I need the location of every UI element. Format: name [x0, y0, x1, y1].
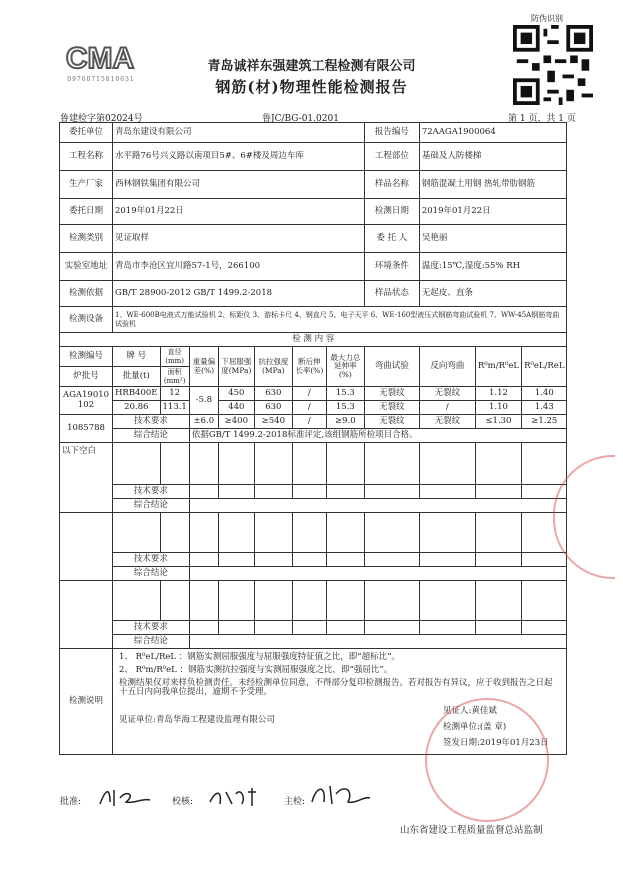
approve-label: 批准: — [60, 797, 82, 807]
part-label: 工程部位 — [364, 143, 419, 171]
test-date-value: 2019年01月22日 — [419, 199, 567, 225]
basis-label: 检测依据 — [60, 281, 113, 307]
req-label-blank2: 技术要求 — [113, 553, 190, 567]
env-value: 温度:15℃,湿度:55% RH — [419, 253, 567, 281]
report-no-label: 报告编号 — [364, 123, 419, 143]
req-r1: ≤1.30 — [475, 415, 521, 429]
row2-yield: 440 — [218, 401, 254, 415]
conclusion-label-blank1: 综合结论 — [113, 499, 190, 513]
row2-elong: / — [292, 401, 326, 415]
client-label: 委托单位 — [60, 123, 113, 143]
lab-addr-value: 青岛市李沧区宜川路57-1号，266100 — [113, 253, 365, 281]
h-rebend: 反向弯曲 — [419, 347, 475, 387]
conclusion-value: 依据GB/T 1499.2-2018标准评定,该组钢筋所检项目合格。 — [189, 429, 567, 443]
state-label: 样品状态 — [364, 281, 419, 307]
part-value: 基础及人防楼梯 — [419, 143, 567, 171]
row1-elong: / — [292, 387, 326, 401]
qr-code-icon[interactable] — [513, 25, 593, 105]
maker-label: 生产厂家 — [60, 171, 113, 199]
h-grade: 牌 号 — [113, 347, 161, 367]
type-value: 见证取样 — [113, 225, 365, 253]
req-yield: ≥400 — [218, 415, 254, 429]
row2-total: 15.3 — [326, 401, 364, 415]
sample-no: AGA19010102 — [60, 387, 113, 415]
cma-number: 09760715810631 — [67, 76, 135, 83]
row2-r1: 1.10 — [475, 401, 521, 415]
entrust-person-value: 吴艳丽 — [419, 225, 567, 253]
sample-value: 钢筋混凝土用钢 热轧带肋钢筋 — [419, 171, 567, 199]
project-value: 水平路76号兴义路以南项目5#、6#楼及周边车库 — [113, 143, 365, 171]
state-value: 无起皮、直条 — [419, 281, 567, 307]
equip-value: 1、WE-600B电液式万能试验机 2、标距仪 3、游标卡尺 4、钢直尺 5、电子天平 6、WE-160型液压式钢筋弯曲试验机 7、WW-45A钢筋弯曲试验机 — [113, 307, 567, 333]
report-no-value: 72AAGA1900064 — [419, 123, 567, 143]
org-name: 青岛诚祥东强建筑工程检测有限公司 — [207, 59, 416, 74]
row2-rebend: / — [419, 401, 475, 415]
test-signature — [308, 780, 374, 810]
weight: -5.8 — [189, 387, 218, 415]
row1-total: 15.3 — [326, 387, 364, 401]
note-line1: 1、 R⁰eL/ReL ：钢筋实测屈服强度与屈服强度特征值之比，即“超标比”。 — [119, 652, 400, 662]
row1-rebend: 无裂纹 — [419, 387, 475, 401]
h-bend: 弯曲试验 — [364, 347, 419, 387]
h-sample-no: 检测编号 — [60, 347, 113, 367]
req-tensile: ≥540 — [254, 415, 292, 429]
blank-note: 以下空白 — [60, 443, 113, 513]
report-title: 钢筋(材)物理性能检测报告 — [215, 78, 408, 96]
area: 113.1 — [160, 401, 189, 415]
row1-r2: 1.40 — [522, 387, 567, 401]
h-total: 最大力总延伸率(%) — [326, 347, 364, 387]
lab-addr-label: 实验室地址 — [60, 253, 113, 281]
page-info: 第 1 页，共 1 页 — [508, 114, 576, 124]
h-area: 面积(mm²) — [160, 367, 189, 387]
test-unit: 检测单位:(盖 章) — [443, 722, 507, 732]
req-r2: ≥1.25 — [522, 415, 567, 429]
conclusion-label-blank3: 综合结论 — [113, 635, 190, 649]
maker-value: 西林钢铁集团有限公司 — [113, 171, 365, 199]
h-furnace: 炉批号 — [60, 367, 113, 387]
official-stamp — [425, 698, 549, 822]
req-bend: 无裂纹 — [364, 415, 419, 429]
h-batch: 批量(t) — [113, 367, 161, 387]
h-elong: 断后伸长率(%) — [292, 347, 326, 387]
req-weight: ±6.0 — [189, 415, 218, 429]
req-label: 技术要求 — [113, 415, 190, 429]
grade: HRB400E — [113, 387, 161, 401]
row2-r2: 1.43 — [522, 401, 567, 415]
client-value: 青岛东建设有限公司 — [113, 123, 365, 143]
req-elong: / — [292, 415, 326, 429]
h-ratio1: R⁰m/R⁰eL — [475, 347, 521, 387]
conclusion-label: 综合结论 — [113, 429, 190, 443]
req-label-blank3: 技术要求 — [113, 621, 190, 635]
req-rebend: 无裂纹 — [419, 415, 475, 429]
h-weight: 重量偏差(%) — [189, 347, 218, 387]
row1-yield: 450 — [218, 387, 254, 401]
note-line3: 检测结果仅对来样负检测责任。未经检测单位同意，不得部分复印检测报告。若对报告有异议，应于收到报告之日起十五日内向我单位提出，逾期不予受理。 — [119, 677, 553, 698]
sample-label: 样品名称 — [364, 171, 419, 199]
equip-label: 检测设备 — [60, 307, 113, 333]
notes-label: 检测说明 — [60, 649, 113, 755]
h-dia: 直径(mm) — [160, 347, 189, 367]
report-code: 鲁建检字第02024号 — [60, 114, 143, 124]
furnace: 1085788 — [60, 415, 113, 443]
svg-text:CMA: CMA — [65, 42, 135, 75]
row2-tensile: 630 — [254, 401, 292, 415]
section-title: 检 测 内 容 — [60, 333, 567, 347]
row1-bend: 无裂纹 — [364, 387, 419, 401]
type-label: 检测类别 — [60, 225, 113, 253]
date-label: 委托日期 — [60, 199, 113, 225]
env-label: 环境条件 — [364, 253, 419, 281]
test-date-label: 检测日期 — [364, 199, 419, 225]
review-signature — [206, 784, 266, 810]
printer-note: 山东省建设工程质量监督总站监制 — [400, 825, 543, 836]
date-value: 2019年01月22日 — [113, 199, 365, 225]
basis-value: GB/T 28900-2012 GB/T 1499.2-2018 — [113, 281, 365, 307]
batch: 20.86 — [113, 401, 161, 415]
req-label-blank1: 技术要求 — [113, 485, 190, 499]
note-line2: 2、 R⁰m/R⁰eL ：钢筋实测抗拉强度与实测屈服强度之比，即“强屈比”。 — [119, 664, 393, 675]
report-table — [59, 122, 567, 755]
review-label: 校核: — [172, 797, 194, 807]
row1-r1: 1.12 — [475, 387, 521, 401]
approve-signature — [96, 784, 156, 810]
h-tensile: 抗拉强度(MPa) — [254, 347, 292, 387]
dia: 12 — [160, 387, 189, 401]
entrust-person-label: 委 托 人 — [364, 225, 419, 253]
issue-date: 签发日期:2019年01月23日 — [443, 738, 549, 748]
test-label: 主检: — [284, 797, 306, 807]
h-ratio2: R⁰eL/ReL — [522, 347, 567, 387]
project-label: 工程名称 — [60, 143, 113, 171]
witness-person: 见证人:黄佳斌 — [443, 706, 497, 716]
h-yield: 下屈服强度(MPa) — [218, 347, 254, 387]
conclusion-label-blank2: 综合结论 — [113, 567, 190, 581]
row1-tensile: 630 — [254, 387, 292, 401]
row2-bend: 无裂纹 — [364, 401, 419, 415]
witness-unit: 见证单位:青岛华海工程建设监理有限公司 — [119, 715, 275, 726]
qr-label: 防伪识别 — [531, 14, 563, 23]
req-total: ≥9.0 — [326, 415, 364, 429]
form-code: 鲁JC/BG-01.0201 — [262, 114, 339, 124]
